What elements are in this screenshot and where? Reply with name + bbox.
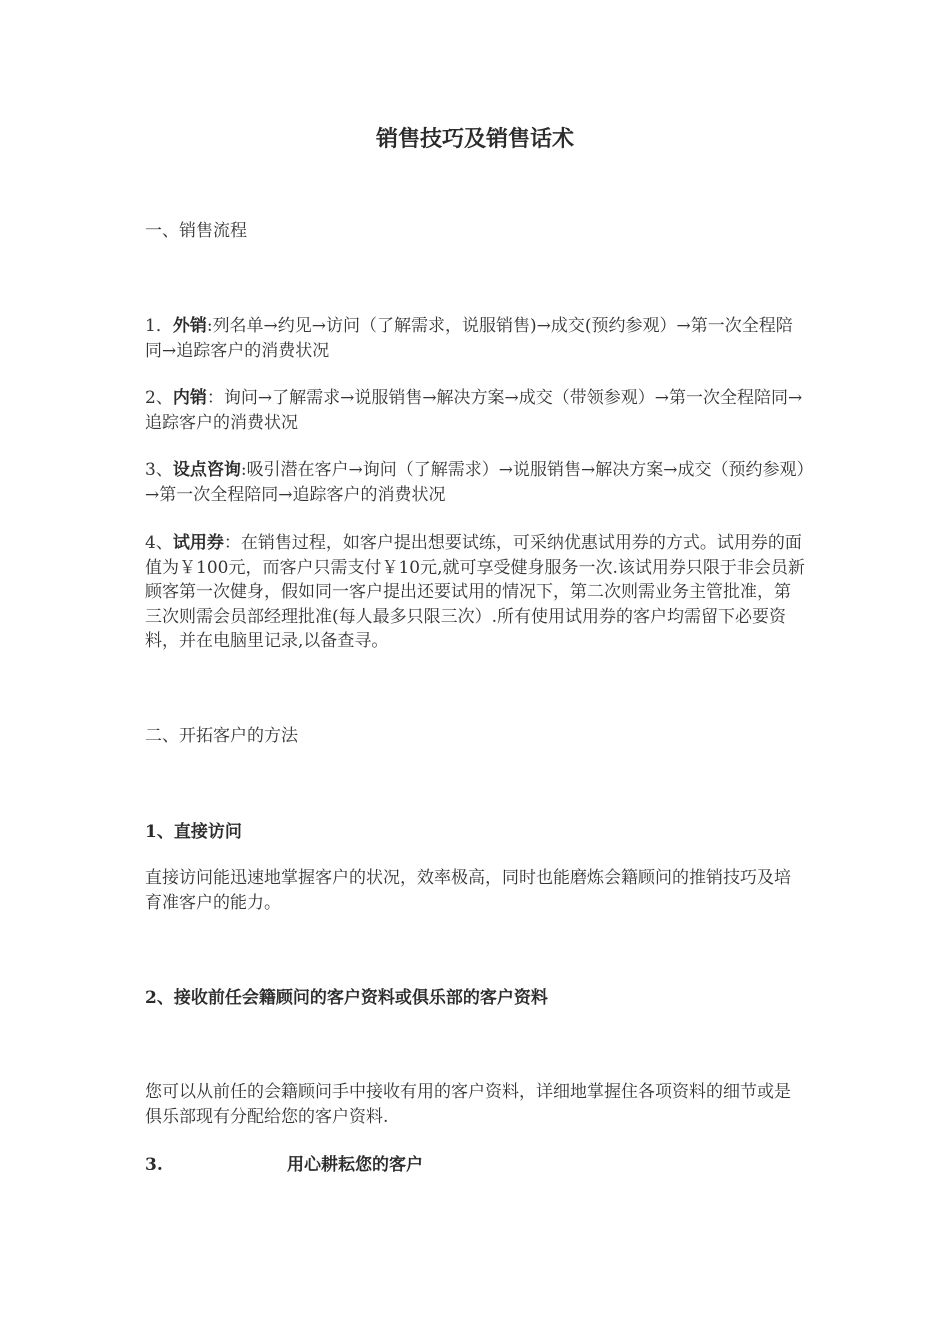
item-number: 4、 [145, 533, 173, 553]
list-item-inside-sales [145, 386, 807, 435]
item-separator: ： [206, 388, 224, 408]
subheading-text: 用心耕耘您的客户 [287, 1155, 423, 1175]
item-number: 2、 [145, 388, 173, 408]
section-heading-sales-process: 一、销售流程 [145, 221, 247, 241]
item-text: 吸引潜在客户→询问（了解需求）→说服销售→解决方案→成交（预约参观）→第一次全程陪同→追踪客户的消费状况 [145, 460, 806, 505]
section-heading-customer-development: 二、开拓客户的方法 [145, 726, 298, 746]
item-text: 询问→了解需求→说服销售→解决方案→成交（带领参观）→第一次全程陪同→追踪客户的消费状况 [145, 388, 803, 433]
item-text: 在销售过程，如客户提出想要试练，可采纳优惠试用券的方式。试用券的面值为￥100元，而客户只需支付￥10元,就可享受健身服务一次.该试用券只限于非会员新顾客第一次健身，假如同一客户提出还要试用的情况下，第二次则需业务主管批准，第三次则需会员部经理批准(每人最多只限三次）.所有使用试用券的客户均需留下必要资料，并在电脑里记录,以备查寻。 [145, 533, 805, 651]
subheading-cultivate-clients [145, 1153, 807, 1178]
subheading-direct-visit: 1、直接访问 [145, 822, 242, 842]
list-item-booth-consulting [145, 458, 807, 507]
item-number: 3、 [145, 460, 173, 480]
item-label: 设点咨询 [172, 460, 241, 480]
item-label: 内销 [172, 388, 207, 408]
item-label: 外销 [172, 316, 207, 336]
item-separator: : [206, 316, 213, 336]
item-number: 1． [145, 316, 173, 336]
document-title: 销售技巧及销售话术 [375, 126, 574, 152]
list-item-outside-sales [145, 314, 807, 363]
item-separator: ： [223, 533, 241, 553]
item-number: 3. [145, 1155, 163, 1175]
subheading-receive-client-data: 2、接收前任会籍顾问的客户资料或俱乐部的客户资料 [145, 988, 548, 1008]
paragraph-receive-client-data: 您可以从前任的会籍顾问手中接收有用的客户资料，详细地掌握住各项资料的细节或是俱乐部现有分配给您的客户资料. [145, 1082, 791, 1127]
paragraph-direct-visit: 直接访问能迅速地掌握客户的状况，效率极高，同时也能磨炼会籍顾问的推销技巧及培育准客户的能力。 [145, 868, 791, 913]
item-separator: : [240, 460, 247, 480]
item-text: 列名单→约见→访问（了解需求，说服销售)→成交(预约参观）→第一次全程陪同→追踪客户的消费状况 [145, 316, 793, 361]
list-item-trial-voucher [145, 531, 807, 654]
item-label: 试用券 [172, 533, 224, 553]
